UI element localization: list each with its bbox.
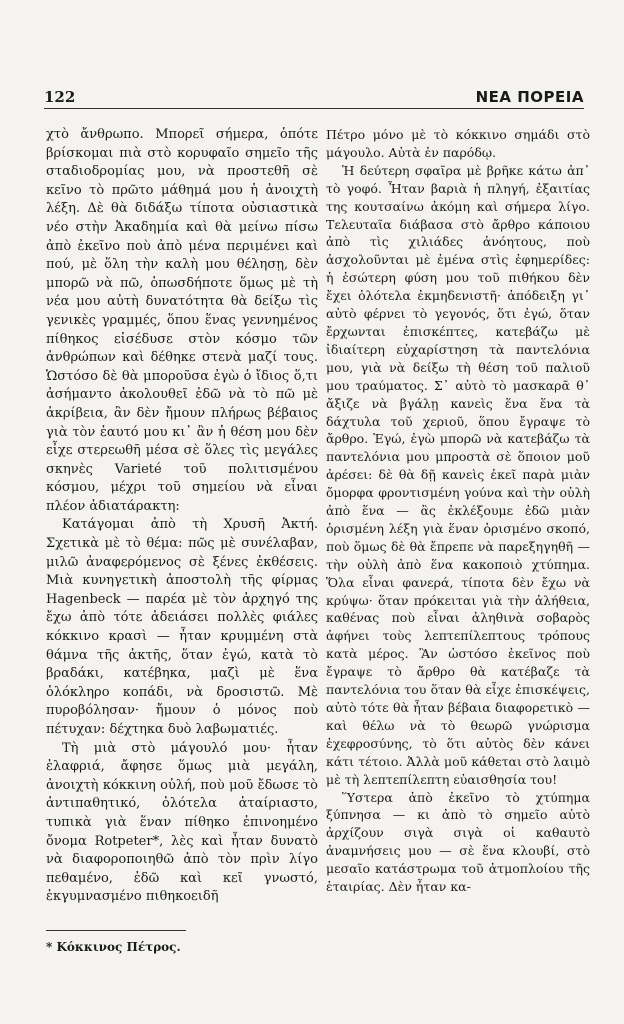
left-column [46, 126, 318, 907]
paragraph: Ἡ δεύτερη σφαῖρα μὲ βρῆκε κάτω ἀπ᾿ τὸ γοφό. Ἦταν βαριὰ ἡ πληγή, ἐξαιτίας της κουτσαίνω ἀκόμη καὶ σήμερα λίγο. Τελευταῖα διάβασα στὸ ἄρθρο κάποιου ἀπὸ τὶς χιλιάδες ἀνόητους, ποὺ ἀσχολοῦνται μὲ ἐμένα στὶς ἐφημερίδες: ἡ ἐσώτερη φύση μου τοῦ πιθήκου δὲν ἔχει ὁλότελα ἐκμηδενιστῆ· ἀπόδειξη γι᾿ αὐτὸ φέρνει τὸ γεγονός, ὅτι ἐγώ, ὅταν ἔρχωνται ἐπισκέπτες, κατεβάζω μὲ ἰδιαίτερη εὐχαρίστηση τὰ παντελόνια μου, γιὰ νὰ δείξω τὴ θέση τοῦ παλιοῦ μου τραύματος. Σ᾿ αὐτὸ τὸ μασκαρᾶ θ᾿ ἄξιζε νὰ βγάλῃ κανεὶς ἕνα ἕνα τὰ δάχτυλα τοῦ χεριοῦ, ὅπου ἔγραψε τὸ ἄρθρο. Ἐγώ, ἐγὼ μπορῶ νὰ κατεβάζω τὰ παντελόνια μου μπροστὰ σὲ ὅποιον μοῦ ἀρέσει: δὲ θὰ δῇ κανεὶς ἐκεῖ παρὰ μιὰν ὄμορφα φροντισμένη γούνα καὶ τὴν οὐλὴ ἀπὸ ἕνα — ἂς ἐκλέξουμε ἐδῶ μιὰν ὁρισμένη λέξη γιὰ ἕναν ὁρισμένο σκοπό, ποὺ ὅμως δὲ θὰ ἔπρεπε νὰ παρεξηγηθῆ — τὴν οὐλὴ ἀπὸ ἕνα κακοποιὸ χτύπημα. Ὅλα εἶναι φανερά, τίποτα δὲν ἔχω νὰ κρύψω· ὅταν πρόκειται γιὰ τὴν ἀλήθεια, καθένας ποὺ εἶναι ἀληθινὰ σοβαρὸς ἀφήνει τοὺς λεπτεπίλεπτους τρόπους κατὰ μέρος. Ἂν ὡστόσο ἐκεῖνος ποὺ ἔγραψε τὸ ἄρθρο θὰ κατέβαζε τὰ παντελόνια του ὅταν θὰ εἶχε ἐπισκέψεις, αὐτὸ τότε θὰ ἦταν βέβαια διαφορετικὸ — καὶ θέλω νὰ τὸ θεωρῶ γνώρισμα ἐχεφροσύνης, τὸ ὅτι αὐτὸς δὲν κάνει κάτι τέτοιο. Ἀλλὰ μοῦ κάθεται στὸ λαιμὸ μὲ τὴ λεπτεπίλεπτη εὐαισθησία του! [326, 162, 590, 787]
footnote: * Κόκκινος Πέτρος. [46, 940, 181, 954]
footnote-rule [46, 930, 186, 931]
paragraph: Πέτρο μόνο μὲ τὸ κόκκινο σημάδι στὸ μάγουλο. Αὐτὰ ἐν παρόδῳ. [326, 127, 590, 160]
paragraph: Τὴ μιὰ στὸ μάγουλό μου· ἦταν ἐλαφριά, ἄφησε ὅμως μιὰ μεγάλη, ἀνοιχτὴ κόκκινη οὐλή, ποὺ μοῦ ἔδωσε τὸ ἀντιπαθητικό, ὁλότελα ἀταίριαστο, τυπικὰ γιὰ ἕναν πίθηκο ἐπινοημένο ὄνομα Rotpeter*, λὲς καὶ ἦταν δυνατὸ νὰ διαφοροποιηθῶ ἀπὸ τὸν πρὶν λίγο πεθαμένο, ἐδῶ καὶ κεῖ γνωστό, ἐκγυμνασμένο πιθηκοειδῆ [46, 740, 318, 905]
header-rule [44, 108, 584, 109]
page-header [44, 88, 584, 106]
journal-title: ΝΕΑ ΠΟΡΕΙΑ [475, 88, 584, 106]
right-column [326, 126, 590, 896]
paragraph: Κατάγομαι ἀπὸ τὴ Χρυσῆ Ἀκτή. Σχετικὰ μὲ τὸ θέμα: πῶς μὲ συνέλαβαν, μιλῶ ἀναφερόμενος σὲ ξένες ἐκθέσεις. Μιὰ κυνηγετικὴ ἀποστολὴ τῆς φίρμας Hagenbeck — παρέα μὲ τὸν ἀρχηγό της ἔχω ἀπὸ τότε ἀδειάσει πολλὲς φιάλες κόκκινο κρασὶ — ἦταν κρυμμένη στὰ θάμνα τῆς ἀκτῆς, ὅταν ἐγώ, κατὰ τὸ βραδάκι, κατέβηκα, μαζὶ μὲ ἕνα ὁλόκληρο κοπάδι, νὰ δροσιστῶ. Μὲ πυροβόλησαν· ἤμουν ὁ μόνος ποὺ πέτυχαν: δέχτηκα δυὸ λαβωματιές. [46, 517, 318, 737]
paragraph: Ὕστερα ἀπὸ ἐκεῖνο τὸ χτύπημα ξύπνησα — κι ἀπὸ τὸ σημεῖο αὐτὸ ἀρχίζουν σιγὰ σιγὰ οἱ καθαυτὸ ἀναμνήσεις μου — σὲ ἕνα κλουβί, στὸ μεσαῖο κατάστρωμα τοῦ ἀτμοπλοίου τῆς ἑταιρίας. Δὲν ἦταν κα- [326, 789, 590, 895]
paragraph: χτὸ ἄνθρωπο. Μπορεῖ σήμερα, ὁπότε βρίσκομαι πιὰ στὸ κορυφαῖο σημεῖο τῆς σταδιοδρομίας μου, νὰ προστεθῆ σὲ κεῖνο τὸ πρῶτο μάθημά μου ἡ ἀνοιχτὴ λέξη. Δὲ θὰ διδάξω τίποτα οὐσιαστικὰ νέο στὴν Ἀκαδημία καὶ θὰ μείνω πίσω ἀπὸ ἐκεῖνο ποὺ ἀπὸ μένα περιμένει καὶ πού, μὲ ὅλη τὴν καλὴ μου θέλησῃ, δὲν μπορῶ νὰ πῶ, ὁπωσδήποτε ὅμως μὲ τὴ νέα μου αὐτὴ δυνατότητα θὰ δείξω τὶς γενικὲς γραμμές, ὅπου ἕνας γεννημένος πίθηκος εἰσέδυσε στὸν κόσμο τῶν ἀνθρώπων καὶ δέθηκε στενὰ μαζί τους. Ὡστόσο δὲ θὰ μποροῦσα ἐγὼ ὁ ἴδιος ὅ,τι ἀσήμαντο ἀκολουθεῖ ἐδῶ νὰ τὸ πῶ μὲ ἀκρίβεια, ἂν δὲν ἤμουν πλήρως βέβαιος γιὰ τὸν ἑαυτό μου κι᾿ ἂν ἡ θέση μου δὲν εἶχε στερεωθῆ μέσα σὲ ὅλες τὶς μεγάλες σκηνὲς Varieté τοῦ πολιτισμένου κόσμου, μέχρι τοῦ σημείου νὰ εἶναι πλέον ἀδιατάρακτη: [46, 127, 318, 514]
page-number: 122 [44, 88, 76, 106]
